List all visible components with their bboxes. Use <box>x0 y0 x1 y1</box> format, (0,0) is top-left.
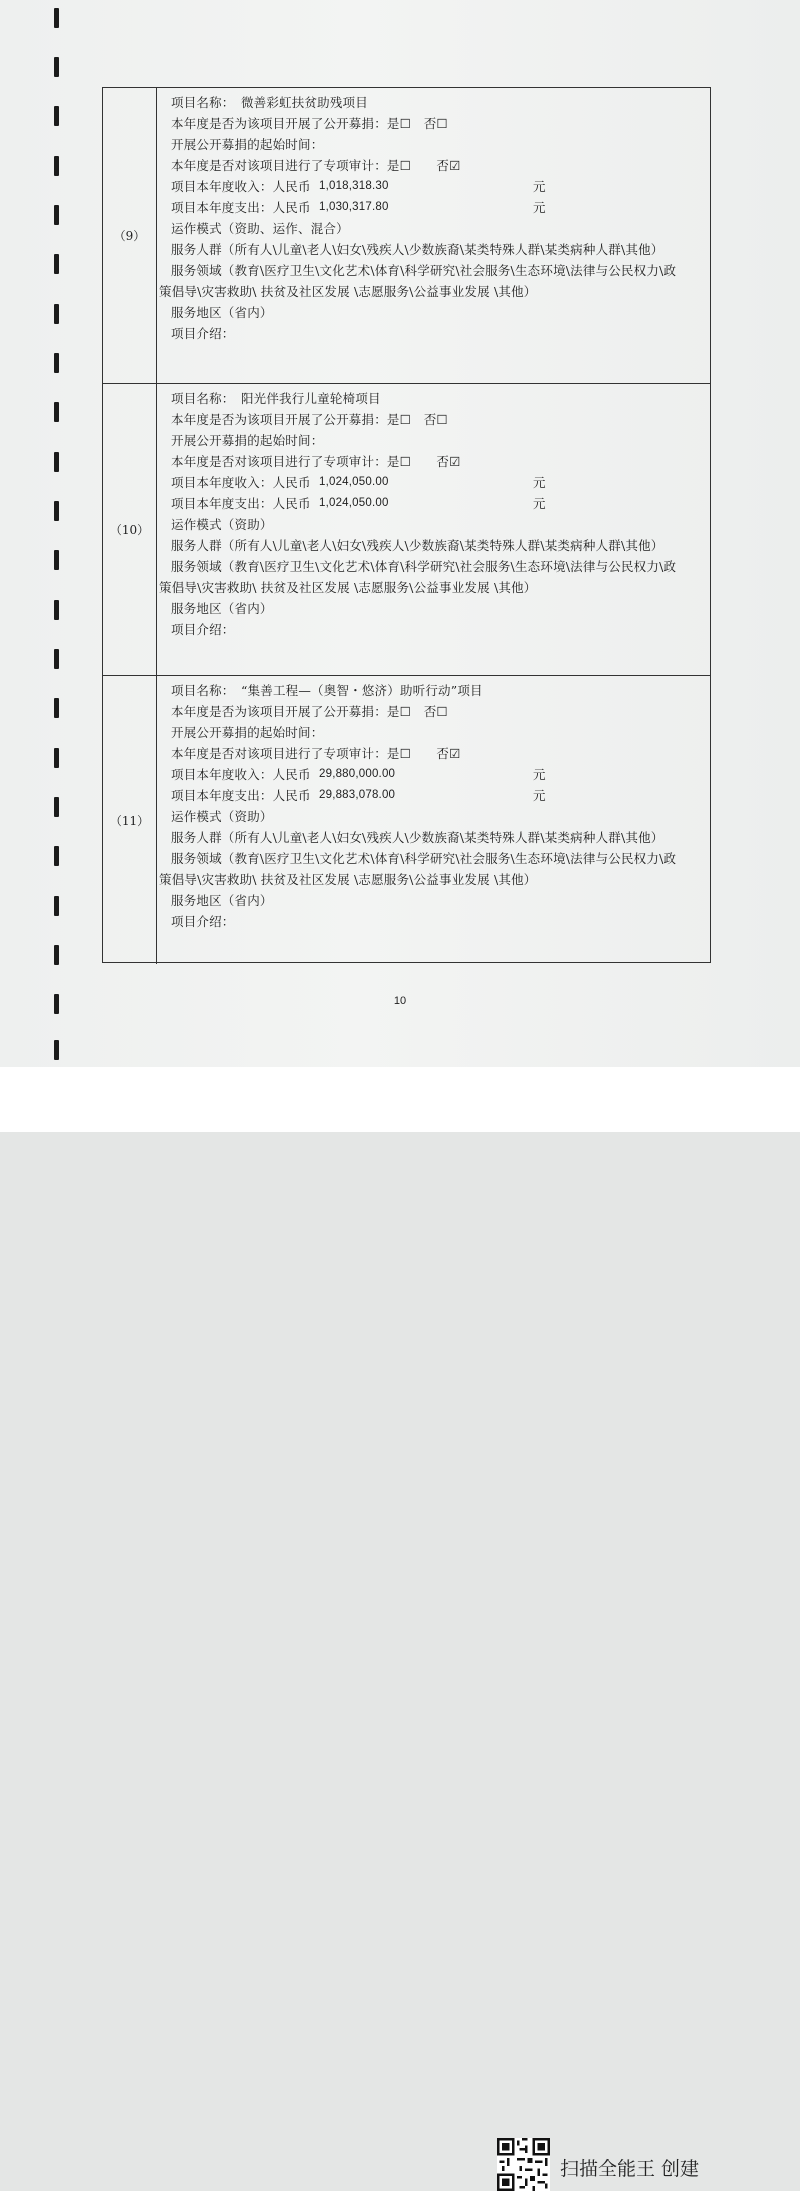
income-line <box>171 176 706 197</box>
binding-hole <box>54 452 59 472</box>
project-intro: 项目介绍： <box>171 326 235 341</box>
expense-label: 项目本年度支出：人民币 <box>171 200 311 215</box>
binding-hole <box>54 501 59 521</box>
audit-question: 本年度是否对该项目进行了专项审计：是☐ 否☑ <box>171 158 461 173</box>
binding-hole <box>54 402 59 422</box>
project-intro: 项目介绍： <box>171 914 235 929</box>
expense-label: 项目本年度支出：人民币 <box>171 788 311 803</box>
service-domain: 服务领域（教育\医疗卫生\文化艺术\体育\科学研究\社会服务\生态环境\法律与公民权力\政 <box>171 263 677 278</box>
binding-hole <box>54 57 59 77</box>
binding-hole <box>54 205 59 225</box>
binding-hole <box>54 254 59 274</box>
binding-hole <box>54 748 59 768</box>
income-label: 项目本年度收入：人民币 <box>171 767 311 782</box>
binding-hole <box>54 846 59 866</box>
income-amount: 1,024,050.00 <box>319 476 389 488</box>
service-domain: 服务领域（教育\医疗卫生\文化艺术\体育\科学研究\社会服务\生态环境\法律与公民权力\政 <box>171 559 677 574</box>
binding-hole <box>54 156 59 176</box>
project-name: 项目名称： 阳光伴我行儿童轮椅项目 <box>171 391 381 406</box>
scanner-label: 扫描全能王 创建 <box>560 2158 700 2180</box>
audit-question: 本年度是否对该项目进行了专项审计：是☐ 否☑ <box>171 454 461 469</box>
binding-hole <box>54 106 59 126</box>
fundraising-start: 开展公开募捐的起始时间： <box>171 725 324 740</box>
expense-line <box>171 785 706 806</box>
binding-hole <box>54 1040 59 1060</box>
fundraising-start: 开展公开募捐的起始时间： <box>171 433 324 448</box>
service-domain-continued: 策倡导\灾害救助\ 扶贫及社区发展 \志愿服务\公益事业发展 \其他） <box>159 580 537 595</box>
scanner-watermark-bar <box>0 1067 800 2180</box>
service-population: 服务人群（所有人\儿童\老人\妇女\残疾人\少数族裔\某类特殊人群\某类病种人群\其他） <box>171 538 664 553</box>
service-area: 服务地区（省内） <box>171 305 273 320</box>
project-intro: 项目介绍： <box>171 622 235 637</box>
income-amount: 29,880,000.00 <box>319 768 396 780</box>
project-index: （10） <box>103 384 157 675</box>
page-number: 10 <box>393 995 407 1007</box>
service-population: 服务人群（所有人\儿童\老人\妇女\残疾人\少数族裔\某类特殊人群\某类病种人群\其他） <box>171 830 664 845</box>
binding-hole <box>54 896 59 916</box>
binding-hole <box>54 304 59 324</box>
project-row <box>103 88 710 384</box>
income-line <box>171 764 706 785</box>
expense-amount: 1,030,317.80 <box>319 201 389 213</box>
income-label: 项目本年度收入：人民币 <box>171 475 311 490</box>
binding-hole <box>54 353 59 373</box>
operation-mode: 运作模式（资助、运作、混合） <box>171 221 349 236</box>
project-row <box>103 384 710 676</box>
operation-mode: 运作模式（资助） <box>171 517 273 532</box>
service-area: 服务地区（省内） <box>171 893 273 908</box>
audit-question: 本年度是否对该项目进行了专项审计：是☐ 否☑ <box>171 746 461 761</box>
currency-unit: 元 <box>533 475 546 490</box>
fundraising-question: 本年度是否为该项目开展了公开募捐：是☐ 否☐ <box>171 116 448 131</box>
income-label: 项目本年度收入：人民币 <box>171 179 311 194</box>
service-domain: 服务领域（教育\医疗卫生\文化艺术\体育\科学研究\社会服务\生态环境\法律与公民权力\政 <box>171 851 677 866</box>
project-table <box>102 87 711 963</box>
binding-hole <box>54 600 59 620</box>
binding-hole <box>54 945 59 965</box>
binding-hole <box>54 698 59 718</box>
expense-label: 项目本年度支出：人民币 <box>171 496 311 511</box>
currency-unit: 元 <box>533 767 546 782</box>
expense-amount: 29,883,078.00 <box>319 789 396 801</box>
operation-mode: 运作模式（资助） <box>171 809 273 824</box>
service-population: 服务人群（所有人\儿童\老人\妇女\残疾人\少数族裔\某类特殊人群\某类病种人群\其他） <box>171 242 664 257</box>
currency-unit: 元 <box>533 496 546 511</box>
expense-line <box>171 197 706 218</box>
service-domain-continued: 策倡导\灾害救助\ 扶贫及社区发展 \志愿服务\公益事业发展 \其他） <box>159 284 537 299</box>
currency-unit: 元 <box>533 200 546 215</box>
expense-line <box>171 493 706 514</box>
project-row <box>103 676 710 964</box>
binding-hole <box>54 8 59 28</box>
binding-hole <box>54 649 59 669</box>
fundraising-question: 本年度是否为该项目开展了公开募捐：是☐ 否☐ <box>171 412 448 427</box>
project-name: 项目名称： “集善工程—（奥智・悠济）助听行动”项目 <box>171 683 483 698</box>
fundraising-start: 开展公开募捐的起始时间： <box>171 137 324 152</box>
binding-hole <box>54 797 59 817</box>
project-name: 项目名称： 微善彩虹扶贫助残项目 <box>171 95 368 110</box>
project-index: （9） <box>103 88 157 383</box>
expense-amount: 1,024,050.00 <box>319 497 389 509</box>
income-line <box>171 472 706 493</box>
service-domain-continued: 策倡导\灾害救助\ 扶贫及社区发展 \志愿服务\公益事业发展 \其他） <box>159 872 537 887</box>
fundraising-question: 本年度是否为该项目开展了公开募捐：是☐ 否☐ <box>171 704 448 719</box>
binding-hole <box>54 550 59 570</box>
project-index: （11） <box>103 676 157 964</box>
binding-holes <box>54 0 62 1132</box>
income-amount: 1,018,318.30 <box>319 180 389 192</box>
currency-unit: 元 <box>533 788 546 803</box>
qr-code-icon <box>497 2138 550 2191</box>
service-area: 服务地区（省内） <box>171 601 273 616</box>
currency-unit: 元 <box>533 179 546 194</box>
